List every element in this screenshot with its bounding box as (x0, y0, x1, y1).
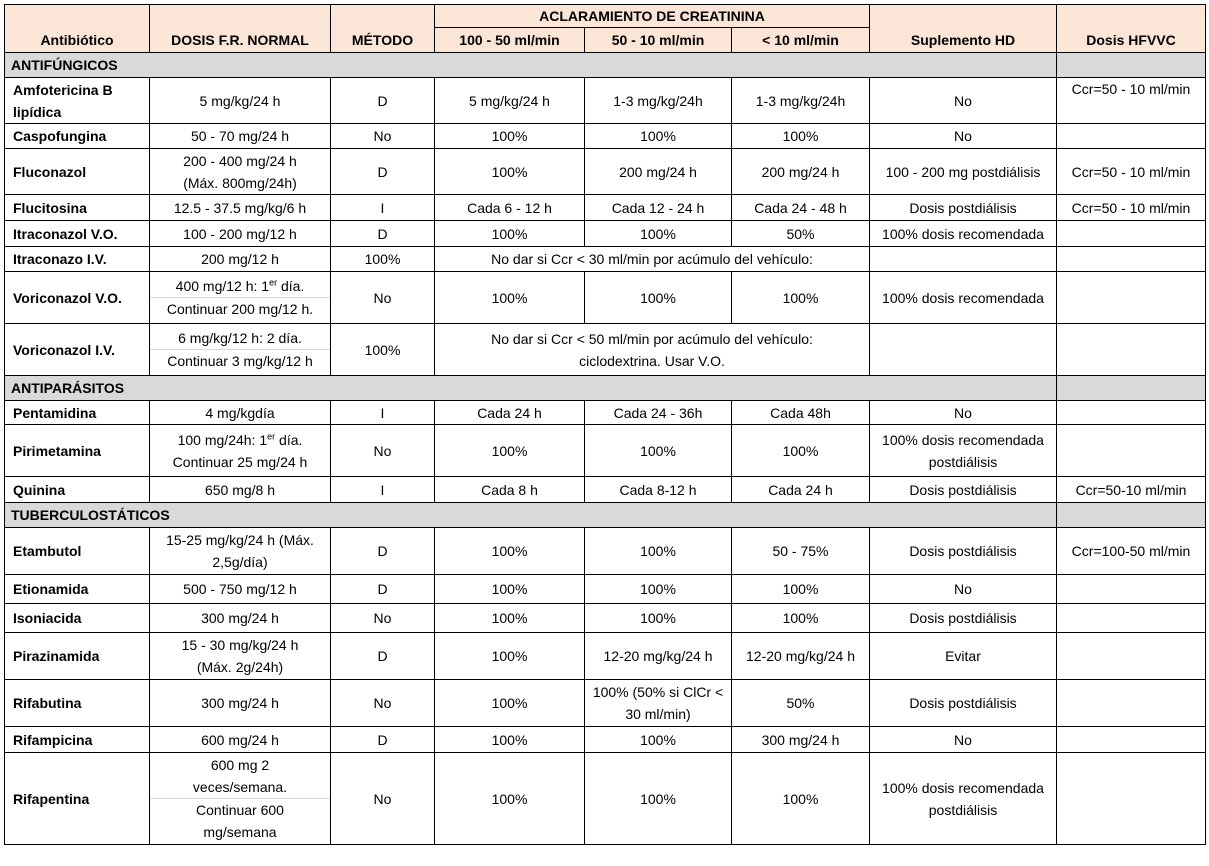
col-metodo: MÉTODO (331, 5, 435, 53)
col-range-lt10: < 10 ml/min (732, 28, 870, 53)
dosis-text: 100 mg/24h: 1 (177, 431, 268, 448)
dosis-hfvvc: Ccr=50 - 10 ml/min (1057, 195, 1206, 221)
dose-lt10: 100% (732, 124, 870, 149)
drug-name: Etionamida (5, 575, 150, 604)
metodo: No (331, 680, 435, 727)
hd-line: 100% dosis recomendada (882, 431, 1044, 448)
dosis-hfvvc: Ccr=50 - 10 ml/min (1057, 78, 1206, 124)
dosis-line: veces/semana. (192, 779, 288, 795)
suplemento-hd: Evitar (870, 633, 1057, 680)
dosis-hfvvc (1057, 221, 1206, 247)
dose-50-10: 200 mg/24 h (585, 149, 732, 195)
suplemento-hd (870, 247, 1057, 272)
dosis-line (152, 429, 328, 451)
col-range-50-10: 50 - 10 ml/min (585, 28, 732, 53)
dose-50-10: 100% (585, 753, 732, 845)
dosis-hfvvc (1057, 124, 1206, 149)
section-cell-empty (1057, 376, 1206, 401)
suplemento-hd (870, 425, 1057, 477)
dose-lt10: 1-3 mg/kg/24h (732, 78, 870, 124)
dose-50-10: 100% (585, 272, 732, 324)
dosis-hfvvc (1057, 247, 1206, 272)
table-row (5, 324, 1206, 376)
metodo: D (331, 528, 435, 575)
dose-line: 100% (50% si ClCr < (592, 684, 724, 700)
dosis-hfvvc (1057, 575, 1206, 604)
table-row (5, 528, 1206, 575)
suplemento-hd: 100 - 200 mg postdiálisis (870, 149, 1057, 195)
note-line: No dar si Ccr < 50 ml/min por acúmulo del vehículo: (491, 330, 813, 347)
dosis-line: mg/semana (203, 824, 277, 840)
dose-100-50: 100% (435, 221, 585, 247)
section-cell-empty (1057, 53, 1206, 78)
metodo: I (331, 401, 435, 425)
table-row (5, 124, 1206, 149)
dosis-line: 600 mg 2 (210, 757, 270, 773)
dose-100-50: 100% (435, 425, 585, 477)
dosis-normal: 300 mg/24 h (150, 604, 331, 633)
metodo: D (331, 221, 435, 247)
dose-100-50: 100% (435, 575, 585, 604)
col-suplemento-hd: Suplemento HD (870, 5, 1057, 53)
dose-note-span (435, 324, 870, 376)
dosis-line: (Máx. 2g/24h) (196, 659, 284, 675)
dosis-line: 2,5g/día) (212, 554, 268, 570)
section-row (5, 53, 1206, 78)
table-row (5, 272, 1206, 324)
section-row (5, 376, 1206, 401)
dosis-normal: 100 - 200 mg/12 h (150, 221, 331, 247)
dosis-hfvvc: Ccr=100-50 ml/min (1057, 528, 1206, 575)
dose-lt10: 50 - 75% (732, 528, 870, 575)
metodo: I (331, 477, 435, 503)
dose-100-50: Cada 6 - 12 h (435, 195, 585, 221)
metodo: D (331, 149, 435, 195)
dosis-line: Continuar 600 (150, 798, 330, 821)
table-body (5, 53, 1206, 845)
table-row (5, 78, 1206, 124)
dose-100-50: 100% (435, 727, 585, 753)
dose-50-10: Cada 12 - 24 h (585, 195, 732, 221)
dose-lt10: 300 mg/24 h (732, 727, 870, 753)
drug-name: Flucitosina (5, 195, 150, 221)
dosis-hfvvc (1057, 633, 1206, 680)
table-row (5, 425, 1206, 477)
dose-50-10: 1-3 mg/kg/24h (585, 78, 732, 124)
col-antibiotico: Antibiótico (5, 5, 150, 53)
dose-50-10: 100% (585, 727, 732, 753)
dose-line: 30 ml/min) (625, 706, 691, 722)
drug-name: Voriconazol I.V. (5, 324, 150, 376)
dosis-normal (150, 149, 331, 195)
section-cell-empty (1057, 503, 1206, 528)
dosis-normal: 650 mg/8 h (150, 477, 331, 503)
section-antiparasitos: ANTIPARÁSITOS (5, 376, 1057, 401)
dose-lt10: 50% (732, 221, 870, 247)
table-row (5, 680, 1206, 727)
drug-name: Isoniacida (5, 604, 150, 633)
col-dosis-hfvvc: Dosis HFVVC (1057, 5, 1206, 53)
hd-line: postdiálisis (928, 453, 998, 470)
dose-100-50: 100% (435, 124, 585, 149)
dosis-line: 15 - 30 mg/kg/24 h (181, 637, 299, 653)
metodo: No (331, 124, 435, 149)
metodo: No (331, 753, 435, 845)
dose-lt10: 100% (732, 575, 870, 604)
dose-100-50: 100% (435, 272, 585, 324)
drug-name: Voriconazol V.O. (5, 272, 150, 324)
table-header (5, 5, 1206, 53)
dosis-line: Continuar 200 mg/12 h. (150, 297, 330, 320)
suplemento-hd: 100% dosis recomendada (870, 221, 1057, 247)
dose-50-10: Cada 8-12 h (585, 477, 732, 503)
dose-lt10: 100% (732, 604, 870, 633)
dosis-normal: 50 - 70 mg/24 h (150, 124, 331, 149)
dose-50-10 (585, 680, 732, 727)
drug-name: Fluconazol (5, 149, 150, 195)
metodo: D (331, 78, 435, 124)
drug-name: Amfotericina B lipídica (5, 78, 150, 124)
dosis-normal: 200 mg/12 h (150, 247, 331, 272)
dose-100-50: 100% (435, 528, 585, 575)
dosis-normal (150, 324, 331, 376)
dosis-hfvvc (1057, 425, 1206, 477)
dosis-hfvvc (1057, 272, 1206, 324)
dose-100-50: 100% (435, 680, 585, 727)
dose-lt10: Cada 48h (732, 401, 870, 425)
suplemento-hd: No (870, 78, 1057, 124)
suplemento-hd: 100% dosis recomendada (870, 272, 1057, 324)
dosis-hfvvc (1057, 753, 1206, 845)
hd-line: 100% dosis recomendada (882, 779, 1044, 796)
suplemento-hd: Dosis postdiálisis (870, 528, 1057, 575)
dosis-normal (150, 633, 331, 680)
dose-50-10: Cada 24 - 36h (585, 401, 732, 425)
section-antifungicos: ANTIFÚNGICOS (5, 53, 1057, 78)
dosis-hfvvc: Ccr=50 - 10 ml/min (1057, 149, 1206, 195)
dose-lt10: 12-20 mg/kg/24 h (732, 633, 870, 680)
dosis-line: 15-25 mg/kg/24 h (Máx. (166, 532, 314, 548)
dosis-hfvvc (1057, 604, 1206, 633)
suplemento-hd: No (870, 401, 1057, 425)
dosis-text: día. (277, 278, 305, 294)
dosis-line: 6 mg/kg/12 h: 2 día. (178, 330, 302, 346)
dosis-text: día. (275, 431, 303, 448)
dose-50-10: 100% (585, 425, 732, 477)
metodo: D (331, 575, 435, 604)
drug-name: Rifabutina (5, 680, 150, 727)
metodo: D (331, 633, 435, 680)
dosis-line: Continuar 3 mg/kg/12 h (150, 349, 330, 372)
table-row (5, 221, 1206, 247)
suplemento-hd: Dosis postdiálisis (870, 680, 1057, 727)
dose-100-50: 100% (435, 149, 585, 195)
drug-name: Pirazinamida (5, 633, 150, 680)
dosis-hfvvc (1057, 401, 1206, 425)
drug-name: Etambutol (5, 528, 150, 575)
table-row (5, 477, 1206, 503)
dosis-normal: 5 mg/kg/24 h (150, 78, 331, 124)
metodo: No (331, 604, 435, 633)
table-row (5, 753, 1206, 845)
dose-lt10: 100% (732, 753, 870, 845)
note-line: ciclodextrina. Usar V.O. (579, 352, 725, 369)
dosis-normal: 300 mg/24 h (150, 680, 331, 727)
dose-lt10: 50% (732, 680, 870, 727)
table-row (5, 633, 1206, 680)
dose-50-10: 12-20 mg/kg/24 h (585, 633, 732, 680)
table-row (5, 195, 1206, 221)
dosis-normal (150, 272, 331, 324)
dose-lt10: Cada 24 - 48 h (732, 195, 870, 221)
dose-50-10: 100% (585, 528, 732, 575)
dose-50-10: 100% (585, 221, 732, 247)
suplemento-hd: Dosis postdiálisis (870, 604, 1057, 633)
metodo: No (331, 425, 435, 477)
dosis-line: (Máx. 800mg/24h) (183, 174, 297, 191)
dose-lt10: Cada 24 h (732, 477, 870, 503)
metodo: D (331, 727, 435, 753)
metodo: 100% (331, 247, 435, 272)
suplemento-hd: No (870, 727, 1057, 753)
dosis-text: 400 mg/12 h: 1 (175, 278, 270, 294)
renal-dosing-table (4, 4, 1206, 845)
dosis-normal (150, 528, 331, 575)
dose-lt10: 100% (732, 425, 870, 477)
dose-50-10: 100% (585, 604, 732, 633)
drug-name: Quinina (5, 477, 150, 503)
dose-100-50: 100% (435, 604, 585, 633)
hd-line: postdiálisis (928, 801, 998, 818)
drug-name: Caspofungina (5, 124, 150, 149)
dose-note-span: No dar si Ccr < 30 ml/min por acúmulo del vehículo: (435, 247, 870, 272)
suplemento-hd: No (870, 575, 1057, 604)
table-row (5, 247, 1206, 272)
drug-name: Pentamidina (5, 401, 150, 425)
dosis-hfvvc: Ccr=50-10 ml/min (1057, 477, 1206, 503)
dosis-superscript: er (269, 277, 278, 288)
table-row (5, 401, 1206, 425)
table-row (5, 604, 1206, 633)
dosis-hfvvc (1057, 324, 1206, 376)
dose-lt10: 100% (732, 272, 870, 324)
dose-100-50: 5 mg/kg/24 h (435, 78, 585, 124)
dosis-normal: 4 mg/kgdía (150, 401, 331, 425)
dose-50-10: 100% (585, 575, 732, 604)
dose-100-50: Cada 8 h (435, 477, 585, 503)
drug-name: Rifampicina (5, 727, 150, 753)
drug-name: Pirimetamina (5, 425, 150, 477)
dose-50-10: 100% (585, 124, 732, 149)
metodo: No (331, 272, 435, 324)
col-range-100-50: 100 - 50 ml/min (435, 28, 585, 53)
section-row (5, 503, 1206, 528)
dosis-line: 200 - 400 mg/24 h (183, 152, 297, 169)
col-dosis-normal: DOSIS F.R. NORMAL (150, 5, 331, 53)
table-row (5, 575, 1206, 604)
col-aclaramiento: ACLARAMIENTO DE CREATININA (435, 5, 870, 28)
section-tuberculostaticos: TUBERCULOSTÁTICOS (5, 503, 1057, 528)
dosis-line (152, 275, 328, 297)
suplemento-hd: No (870, 124, 1057, 149)
dosis-normal (150, 425, 331, 477)
table-row (5, 149, 1206, 195)
dosis-superscript: er (267, 430, 276, 441)
suplemento-hd (870, 324, 1057, 376)
dosis-hfvvc (1057, 727, 1206, 753)
dosis-normal (150, 753, 331, 845)
dose-100-50: Cada 24 h (435, 401, 585, 425)
suplemento-hd: Dosis postdiálisis (870, 195, 1057, 221)
dose-100-50: 100% (435, 633, 585, 680)
drug-name: Itraconazol V.O. (5, 221, 150, 247)
suplemento-hd (870, 753, 1057, 845)
dosis-normal: 12.5 - 37.5 mg/kg/6 h (150, 195, 331, 221)
dose-100-50: 100% (435, 753, 585, 845)
metodo: 100% (331, 324, 435, 376)
dosis-hfvvc (1057, 680, 1206, 727)
drug-name: Rifapentina (5, 753, 150, 845)
table-row (5, 727, 1206, 753)
dosis-normal: 600 mg/24 h (150, 727, 331, 753)
metodo: I (331, 195, 435, 221)
drug-name: Itraconazo I.V. (5, 247, 150, 272)
dose-lt10: 200 mg/24 h (732, 149, 870, 195)
suplemento-hd: Dosis postdiálisis (870, 477, 1057, 503)
dosis-line: Continuar 25 mg/24 h (172, 453, 308, 470)
dosis-normal: 500 - 750 mg/12 h (150, 575, 331, 604)
